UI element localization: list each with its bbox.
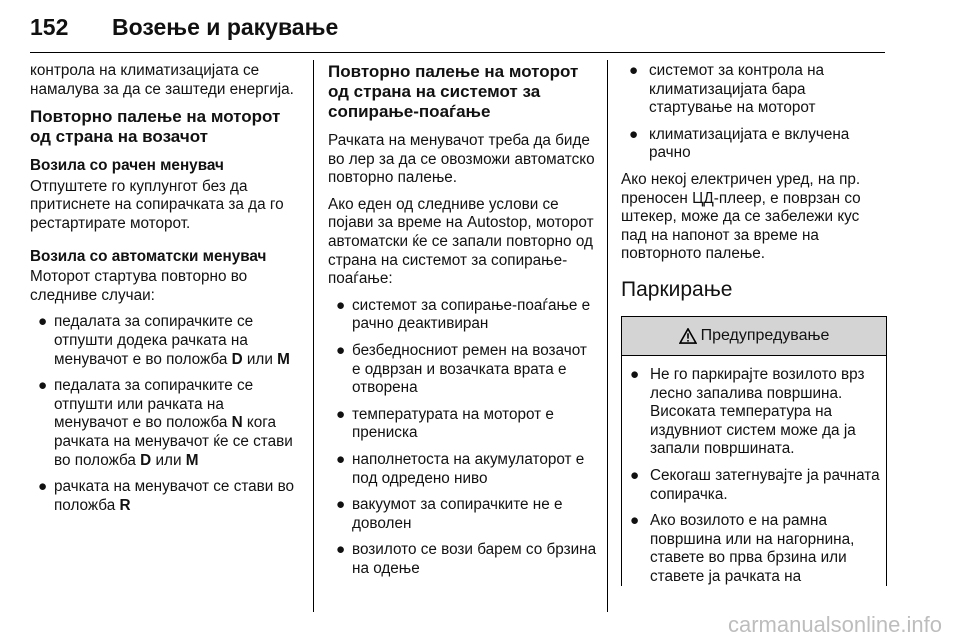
bullet-icon: ● [38, 377, 48, 395]
warning-body [622, 356, 886, 587]
bullet-icon: ● [336, 496, 346, 514]
bullet-icon: ● [336, 450, 346, 468]
subheading: Возила со рачен менувач [30, 157, 224, 175]
list-item: ● климатизацијата е вклучена рачно [629, 125, 850, 162]
list-item: ● температурата на моторот е прениска [336, 405, 554, 442]
list-item: ● Секогаш затегнувајте ја рачната сопирачка. [630, 466, 880, 503]
section-heading: Повторно палење на моторот од страна на возачот [30, 107, 281, 147]
bullet-icon: ● [629, 62, 639, 79]
bullet-icon: ● [38, 478, 48, 496]
warning-triangle-icon [679, 328, 697, 344]
column-2 [328, 62, 598, 586]
bullet-icon: ● [38, 313, 48, 331]
paragraph: Отпуштете го куплунгот без да притиснете на сопирачката за да го рестартирате моторот. [30, 177, 284, 232]
list-item: ● вакуумот за сопирачките не е доволен [336, 496, 563, 532]
page-header [30, 14, 885, 53]
running-title: Возење и ракување [112, 14, 339, 40]
bullet-icon: ● [630, 365, 640, 383]
bullet-list [30, 313, 300, 515]
column-3 [621, 62, 887, 594]
column-divider [313, 60, 314, 612]
bullet-list [328, 297, 598, 579]
column-divider [607, 60, 608, 612]
list-item: ● безбедносниот ремен на возачот е одврзан и возачката врата е отворена [336, 341, 587, 397]
page-number: 152 [30, 14, 69, 40]
subheading: Возила со автоматски менувач [30, 247, 267, 265]
bullet-icon: ● [336, 405, 346, 423]
bullet-icon: ● [629, 125, 639, 143]
list-item: ● системот за контрола на климатизацијата бара стартување на моторот [629, 62, 825, 117]
bullet-icon: ● [630, 512, 640, 530]
paragraph: контрола на климатизацијата се намалува за да се заштеди енергија. [30, 62, 294, 98]
bullet-list [621, 62, 887, 163]
warning-title: Предупредување [700, 326, 830, 344]
list-item: ● рачката на менувачот се стави во положба R [38, 478, 295, 514]
list-item: ● возилото се вози барем со брзина на одење [336, 541, 597, 577]
warning-header [622, 317, 886, 356]
list-item: ● наполнетоста на акумулаторот е под одредено ниво [336, 450, 585, 487]
paragraph: Рачката на менувачот треба да биде во лер за да се овозможи автоматско повторно палење. [328, 132, 595, 187]
watermark: carmanualsonline.info [727, 612, 942, 637]
list-item: ● педалата за сопирачките се отпушти или рачката на менувачот е во положба N кога рачката на менувачот ќе се стави во положба D или M [38, 377, 293, 469]
paragraph: Ако некој електричен уред, на пр. преносен ЦД-плеер, е поврзан со штекер, може да се забележи кус пад на напонот за време на повторното палење. [621, 170, 861, 263]
bullet-list [628, 366, 880, 587]
paragraph: Моторот стартува повторно во следниве случаи: [30, 268, 248, 304]
list-item: ● системот за сопирање-поаѓање е рачно деактивиран [336, 296, 591, 333]
bullet-icon: ● [336, 541, 346, 559]
column-1 [30, 62, 300, 523]
section-heading: Повторно палење на моторот од страна на системот за сопирање-поаѓање [328, 62, 579, 121]
bullet-icon: ● [336, 296, 346, 314]
list-item: ● Ако возилото е на рамна површина или на нагорнина, ставете во прва брзина или ставете ја рачката на [630, 512, 855, 585]
bullet-icon: ● [336, 341, 346, 359]
list-item: ● педалата за сопирачките се отпушти додека рачката на менувачот е во положба D или M [38, 313, 290, 368]
warning-box [621, 316, 887, 587]
list-item: ● Не го паркирајте возилото врз лесно запалива површина. Високата температура на издувниот систем може да ја запали површината. [630, 365, 865, 458]
chapter-heading: Паркирање [621, 277, 733, 301]
bullet-icon: ● [630, 466, 640, 484]
paragraph: Ако еден од следниве услови се појави за време на Autostop, моторот автоматски ќе се запали повторно од страна на системот за сопирање-поаѓање: [328, 195, 594, 288]
